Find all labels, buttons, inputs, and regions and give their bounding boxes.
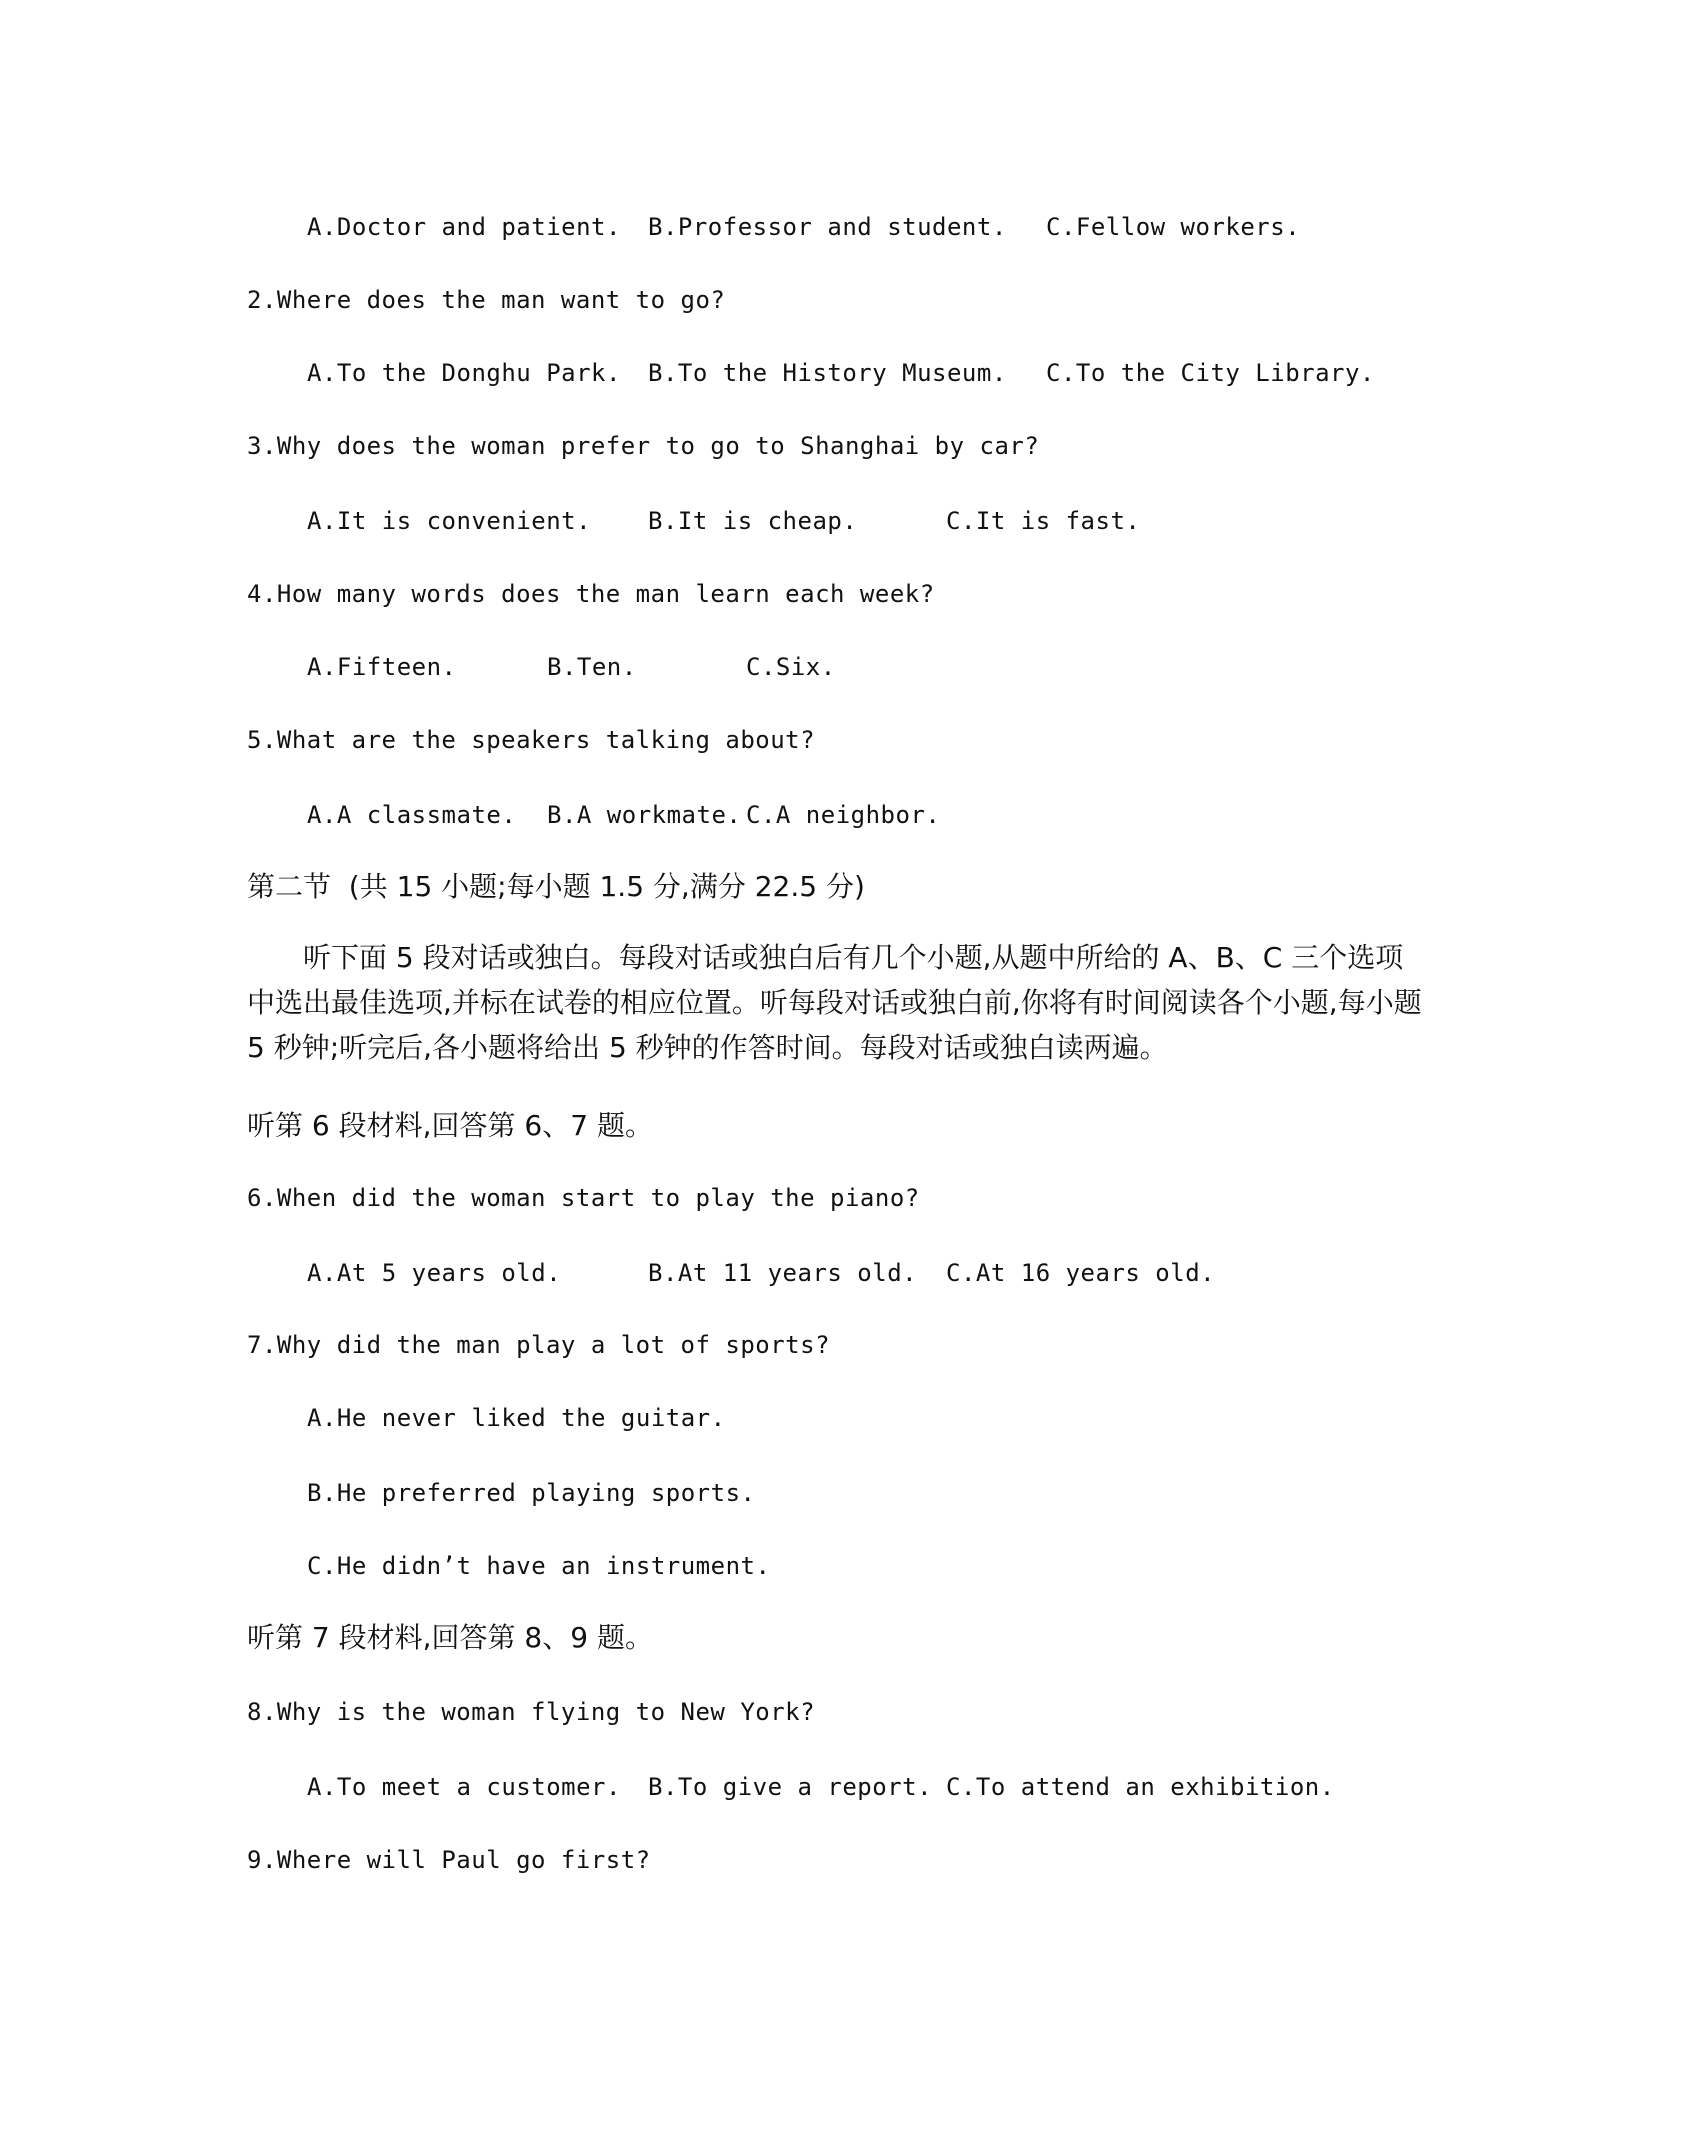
q5-option-c: C.A neighbor. [746,801,941,829]
q2-option-b: B.To the History Museum. [648,359,1007,387]
material-6-heading: 听第 6 段材料,回答第 6、7 题。 [247,1109,653,1142]
section-heading: 第二节 (共 15 小题;每小题 1.5 分,满分 22.5 分) [247,870,865,903]
material-7-heading: 听第 7 段材料,回答第 8、9 题。 [247,1621,653,1654]
q6-stem: 6.When did the woman start to play the piano? [247,1184,920,1212]
section-instructions: 听下面 5 段对话或独白。每段对话或独白后有几个小题,从题中所给的 A、B、C 三个选项中选出最佳选项,并标在试卷的相应位置。听每段对话或独白前,你将有时间阅读各个小题,每小题 5 秒钟;听完后,各小题将给出 5 秒钟的作答时间。每段对话或独白读两遍。 [247,941,1422,1064]
q1-option-c: C.Fellow workers. [1046,213,1301,241]
q2-stem: 2.Where does the man want to go? [247,286,726,314]
q7-option-a: A.He never liked the guitar. [307,1404,726,1432]
q3-stem: 3.Why does the woman prefer to go to Shanghai by car? [247,432,1040,460]
q5-option-b: B.A workmate. [547,801,742,829]
q8-option-c: C.To attend an exhibition. [946,1773,1335,1801]
q4-option-c: C.Six. [746,653,836,681]
q8-option-b: B.To give a report. [648,1773,933,1801]
q1-option-b: B.Professor and student. [648,213,1007,241]
q8-stem: 8.Why is the woman flying to New York? [247,1698,816,1726]
q5-option-a: A.A classmate. [307,801,517,829]
q7-stem: 7.Why did the man play a lot of sports? [247,1331,831,1359]
q2-option-a: A.To the Donghu Park. [307,359,621,387]
q3-option-c: C.It is fast. [946,507,1141,535]
q6-option-b: B.At 11 years old. [648,1259,918,1287]
q7-option-c: C.He didn’t have an instrument. [307,1552,771,1580]
q3-option-b: B.It is cheap. [648,507,858,535]
q4-stem: 4.How many words does the man learn each week? [247,580,935,608]
q5-stem: 5.What are the speakers talking about? [247,726,816,754]
q7-option-b: B.He preferred playing sports. [307,1479,756,1507]
q8-option-a: A.To meet a customer. [307,1773,621,1801]
q2-option-c: C.To the City Library. [1046,359,1375,387]
q3-option-a: A.It is convenient. [307,507,592,535]
q4-option-a: A.Fifteen. [307,653,457,681]
q9-stem: 9.Where will Paul go first? [247,1846,651,1874]
q4-option-b: B.Ten. [547,653,637,681]
q6-option-a: A.At 5 years old. [307,1259,562,1287]
q1-option-a: A.Doctor and patient. [307,213,621,241]
q6-option-c: C.At 16 years old. [946,1259,1216,1287]
